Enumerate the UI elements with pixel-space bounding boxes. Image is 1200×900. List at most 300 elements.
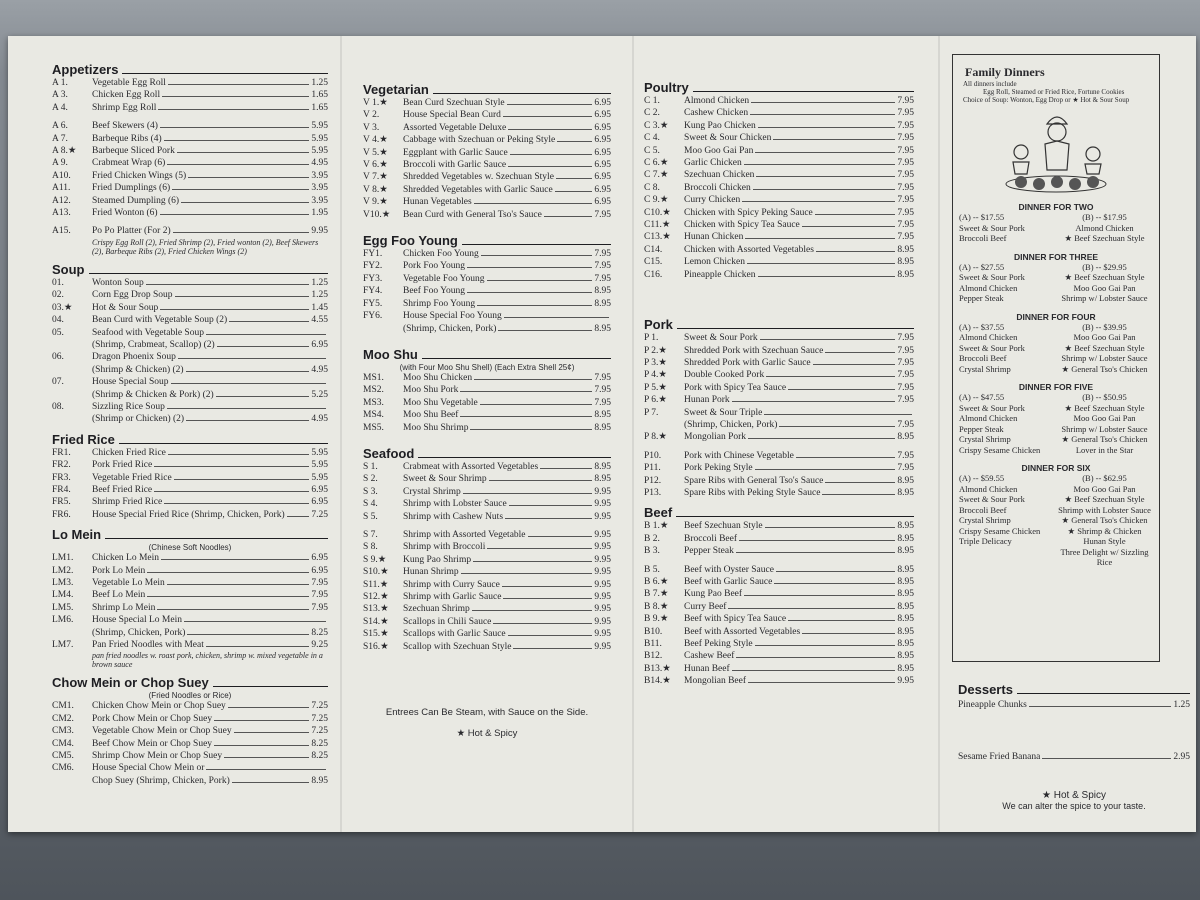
menu-item <box>644 95 914 107</box>
leader-line <box>216 396 310 397</box>
heading-rule <box>462 243 611 245</box>
section-title: Beef <box>644 505 673 521</box>
leader-line <box>736 552 896 553</box>
leader-line <box>555 191 593 192</box>
option-item: Three Delight w/ Sizzling Rice <box>1060 546 1149 567</box>
item-name: Curry Chicken <box>684 195 741 206</box>
item-code: FY2. <box>363 261 383 272</box>
section-title: Lo Mein <box>52 527 102 543</box>
item-price: 8.95 <box>897 257 914 268</box>
item-price: 8.95 <box>897 521 914 532</box>
leader-line <box>732 401 896 402</box>
menu-item <box>52 496 328 508</box>
leader-line <box>747 263 895 264</box>
item-code: S15.★ <box>363 629 389 640</box>
item-code: S10.★ <box>363 567 389 578</box>
item-code: B 6.★ <box>644 577 669 587</box>
item-code: S 4. <box>363 499 378 510</box>
leader-line <box>154 491 309 492</box>
entrees-note: Entrees Can Be Steam, with Sauce on the Side. <box>385 707 589 719</box>
option-item: Shrimp w/ Lobster Sauce <box>1061 353 1148 363</box>
option-item: ★ General Tso's Chicken <box>1061 434 1148 444</box>
menu-item <box>52 225 328 237</box>
item-name: Hunan Shrimp <box>403 567 459 578</box>
item-code: P 5.★ <box>644 382 667 393</box>
item-code: C11.★ <box>644 220 671 231</box>
leader-line <box>764 414 912 415</box>
menu-item <box>52 195 328 207</box>
item-price: 5.95 <box>311 133 328 144</box>
item-name: Garlic Chicken <box>684 158 742 169</box>
item-name: Moo Shu Pork <box>403 385 459 396</box>
item-code: CM3. <box>52 726 74 737</box>
option-item: Triple Delicacy <box>959 536 1012 546</box>
item-price: 7.95 <box>897 195 914 206</box>
menu-item <box>644 601 914 613</box>
item-price: 7.95 <box>897 357 914 368</box>
item-price: 7.95 <box>897 182 914 193</box>
menu-item <box>52 762 328 774</box>
menu-item <box>52 713 328 725</box>
dinner-option-a <box>959 262 1056 304</box>
option-item: Moo Goo Gai Pan <box>1073 332 1136 342</box>
item-price: 5.95 <box>311 121 328 132</box>
leader-line <box>164 503 309 504</box>
menu-item <box>52 589 328 601</box>
item-price: 8.95 <box>897 244 914 255</box>
menu-item <box>644 332 914 344</box>
item-code: LM7. <box>52 640 74 651</box>
leader-line <box>164 140 310 141</box>
desserts-heading <box>958 682 1190 697</box>
option-item: ★ General Tso's Chicken <box>1061 363 1148 374</box>
menu-item <box>363 486 611 498</box>
leader-line <box>825 352 895 353</box>
heading-rule <box>418 456 611 458</box>
item-name: Chicken with Spicy Peking Sauce <box>684 207 813 218</box>
menu-item <box>52 738 328 750</box>
menu-item <box>52 565 328 577</box>
menu-item <box>52 614 328 626</box>
item-name: Shrimp Foo Young <box>403 298 476 309</box>
item-price: 8.95 <box>897 533 914 544</box>
leader-line <box>177 152 310 153</box>
leader-line <box>748 682 895 683</box>
item-code: 05. <box>52 327 64 338</box>
item-code: 01. <box>52 277 64 288</box>
item-name: Shredded Vegetables w. Szechuan Style <box>403 172 554 183</box>
leader-line <box>461 573 593 574</box>
heading-rule <box>693 90 914 92</box>
item-code: FY5. <box>363 298 383 309</box>
leader-line <box>287 516 310 517</box>
leader-line <box>472 610 593 611</box>
item-name: Mongolian Beef <box>684 676 747 687</box>
leader-line <box>160 309 309 310</box>
item-code: A15. <box>52 226 71 237</box>
leader-line <box>557 141 592 142</box>
item-price: 7.95 <box>594 273 611 284</box>
item-name: House Special Foo Young <box>403 311 502 322</box>
menu-item <box>644 487 914 499</box>
heading-rule <box>105 537 328 539</box>
item-price: 8.95 <box>311 775 328 786</box>
option-price: (B) -- $29.95 <box>1082 261 1127 272</box>
item-name: Pork Peking Style <box>684 463 753 474</box>
dessert-name: Pineapple Chunks <box>958 700 1027 710</box>
menu-item <box>363 184 611 196</box>
menu-item <box>644 269 914 281</box>
item-name: Crabmeat with Assorted Vegetables <box>403 461 539 472</box>
leader-line <box>498 330 592 331</box>
item-name: Cabbage with Szechuan or Peking Style <box>403 135 556 146</box>
item-price: 7.95 <box>897 450 914 461</box>
spice-note: We can alter the spice to your taste. <box>1002 800 1146 811</box>
option-item: Almond Chicken <box>959 413 1018 423</box>
menu-item <box>363 554 611 566</box>
item-code: FR2. <box>52 460 71 471</box>
item-code: V 2. <box>363 110 380 121</box>
item-name: Fried Wonton (6) <box>92 208 158 219</box>
item-price: 9.95 <box>594 579 611 590</box>
item-code: S 5. <box>363 511 378 522</box>
menu-item <box>52 102 328 114</box>
leader-line <box>745 238 895 239</box>
leader-line <box>206 769 326 770</box>
leader-line <box>147 596 309 597</box>
item-name: Hunan Chicken <box>684 232 744 243</box>
menu-item <box>52 145 328 157</box>
leader-line <box>507 104 593 105</box>
item-code: P12. <box>644 475 662 486</box>
dinner-option-a <box>959 392 1056 455</box>
option-item: Almond Chicken <box>1075 222 1134 233</box>
leader-line <box>172 189 309 190</box>
item-price: 7.95 <box>897 232 914 243</box>
item-price: 8.25 <box>311 751 328 762</box>
item-name: Beef Skewers (4) <box>92 121 158 132</box>
item-price: 7.95 <box>311 602 328 613</box>
leader-line <box>174 479 310 480</box>
item-name-continued: (Shrimp, Crabmeat, Scallop) (2) <box>92 339 215 350</box>
item-price: 8.95 <box>897 564 914 575</box>
option-item: Sweet & Sour Pork <box>959 342 1025 353</box>
item-code: S11.★ <box>363 579 389 590</box>
menu-item <box>644 231 914 243</box>
item-price: 4.95 <box>311 158 328 169</box>
item-price: 3.95 <box>311 170 328 181</box>
item-code: S13.★ <box>363 604 389 615</box>
item-name: Shredded Pork with Szechuan Sauce <box>684 345 824 356</box>
leader-line <box>802 226 896 227</box>
item-price: 9.95 <box>594 641 611 652</box>
item-name: Beef with Spicy Tea Sauce <box>684 614 787 625</box>
item-code: S 3. <box>363 486 378 497</box>
item-price: 5.95 <box>311 472 328 483</box>
menu-item <box>644 169 914 181</box>
item-name: Beef Fried Rice <box>92 484 153 495</box>
leader-line <box>173 232 310 233</box>
item-price: 1.45 <box>311 302 328 313</box>
menu-item <box>644 462 914 474</box>
item-code: A12. <box>52 195 71 206</box>
leader-line <box>460 416 592 417</box>
menu-item <box>363 372 611 384</box>
menu-item <box>644 588 914 600</box>
item-code: B14.★ <box>644 676 671 687</box>
row-gap <box>363 434 611 440</box>
dessert-name: Sesame Fried Banana <box>958 752 1041 763</box>
menu-item <box>644 369 914 381</box>
item-code: V 6.★ <box>363 160 388 171</box>
leader-line <box>508 129 592 130</box>
option-item: ★ Beef Szechuan Style <box>1064 402 1145 413</box>
section-heading <box>52 675 328 690</box>
item-name: Moo Shu Beef <box>403 410 459 421</box>
leader-line <box>234 732 310 733</box>
item-name: Sizzling Rice Soup <box>92 401 165 412</box>
menu-item <box>363 273 611 285</box>
item-price: 8.95 <box>897 589 914 600</box>
dinner-option-b <box>1056 262 1153 304</box>
leader-line <box>528 536 593 537</box>
item-name-continued: (Shrimp & Chicken) (2) <box>92 364 184 375</box>
menu-item <box>363 591 611 603</box>
item-price: 8.95 <box>897 651 914 662</box>
item-code: B12. <box>644 651 663 662</box>
item-price: 9.95 <box>594 542 611 553</box>
option-price: (A) -- $37.55 <box>959 321 1005 332</box>
menu-item <box>644 256 914 268</box>
menu-item <box>52 302 328 314</box>
menu-item <box>363 603 611 615</box>
item-price: 8.95 <box>594 461 611 472</box>
item-name: Kung Pao Chicken <box>684 120 756 131</box>
leader-line <box>217 346 310 347</box>
menu-item-continued <box>52 389 328 401</box>
option-price: (A) -- $59.55 <box>959 473 1005 483</box>
item-code: CM6. <box>52 763 74 774</box>
heading-rule <box>122 72 328 74</box>
item-code: B 2. <box>644 533 660 544</box>
item-name: Vegetable Lo Mein <box>92 578 165 588</box>
family-dinners-title: Family Dinners <box>965 65 1045 79</box>
menu-item <box>644 194 914 206</box>
item-price: 4.95 <box>311 364 328 375</box>
heading-rule <box>119 442 328 444</box>
menu-item <box>363 529 611 541</box>
item-price: 8.95 <box>594 422 611 433</box>
item-code: P 4.★ <box>644 370 667 381</box>
item-price: 9.25 <box>311 640 328 651</box>
section-title: Fried Rice <box>52 431 115 447</box>
item-code: B13.★ <box>644 663 671 674</box>
item-price: 7.95 <box>311 590 328 601</box>
dinner-options <box>953 322 1159 375</box>
leader-line <box>816 251 895 252</box>
dessert-price: 1.25 <box>1173 700 1190 710</box>
leader-line <box>774 583 895 584</box>
item-price: 7.95 <box>594 385 611 396</box>
option-item: Moo Goo Gai Pan <box>1073 413 1136 423</box>
leader-line <box>728 608 895 609</box>
item-name: Sweet & Sour Chicken <box>684 133 772 144</box>
heading-rule <box>89 272 329 274</box>
item-price: 7.95 <box>897 345 914 356</box>
leader-line <box>214 720 309 721</box>
item-name: Pork Fried Rice <box>92 460 153 471</box>
dinner-title: DINNER FOR THREE <box>1013 251 1099 262</box>
leader-line <box>147 572 309 573</box>
option-item: Broccoli Beef <box>959 504 1007 515</box>
item-name: Pork with Chinese Vegetable <box>684 450 794 461</box>
option-item: Pepper Steak <box>959 293 1004 303</box>
item-code: A11. <box>52 183 71 194</box>
item-code: LM6. <box>52 615 74 626</box>
item-code: LM2. <box>52 565 74 576</box>
item-code: S12.★ <box>363 592 389 602</box>
leader-line <box>773 139 895 140</box>
dinner-title: DINNER FOR FOUR <box>1016 311 1096 322</box>
option-item: Crystal Shrimp <box>959 515 1011 525</box>
item-price: 6.95 <box>311 484 328 495</box>
heading-rule <box>676 515 914 517</box>
menu-item <box>363 628 611 640</box>
heading-rule <box>1017 692 1190 694</box>
item-code: 07. <box>52 377 64 388</box>
item-code: C13.★ <box>644 232 671 243</box>
menu-item <box>363 409 611 421</box>
item-name: Moo Shu Vegetable <box>403 397 478 408</box>
item-name: Chicken Fried Rice <box>92 447 166 458</box>
leader-line <box>467 267 592 268</box>
item-price: 9.95 <box>594 592 611 602</box>
item-code: B 8.★ <box>644 601 669 612</box>
menu-item <box>644 357 914 369</box>
item-name: Pork Lo Mein <box>92 565 146 576</box>
item-code: S 2. <box>363 474 378 485</box>
item-name: Beef Peking Style <box>684 639 753 650</box>
dinner-option-a <box>959 473 1056 568</box>
item-code: A 7. <box>52 133 68 144</box>
option-price: (A) -- $47.55 <box>959 392 1005 402</box>
item-price: 9.95 <box>594 499 611 510</box>
leader-line <box>228 707 310 708</box>
item-code: CM2. <box>52 713 74 724</box>
item-code: P 8.★ <box>644 432 667 443</box>
leader-line <box>467 292 592 293</box>
option-item: Almond Chicken <box>959 483 1018 494</box>
leader-line <box>753 189 896 190</box>
item-code: FR4. <box>52 484 71 495</box>
menu-item <box>644 244 914 256</box>
item-price: 8.95 <box>594 298 611 309</box>
menu-item <box>644 675 914 687</box>
item-name: Beef Szechuan Style <box>684 521 763 532</box>
item-price: 7.95 <box>897 158 914 169</box>
item-name: Shrimp with Curry Sauce <box>403 579 500 590</box>
intro-line: Egg Roll, Steamed or Fried Rice, Fortune Cookies <box>983 88 1125 96</box>
leader-line <box>513 648 592 649</box>
item-price: 6.95 <box>311 497 328 508</box>
item-code: S16.★ <box>363 641 389 652</box>
leader-line <box>748 438 895 439</box>
item-code: P 2.★ <box>644 345 667 356</box>
section-title: Soup <box>52 261 85 277</box>
item-code: A 6. <box>52 121 68 132</box>
item-price: 7.95 <box>897 395 914 406</box>
menu-item <box>363 397 611 409</box>
menu-item <box>644 533 914 545</box>
item-code: LM4. <box>52 590 74 601</box>
menu-item <box>644 545 914 557</box>
menu-item <box>363 171 611 183</box>
leader-line <box>755 469 896 470</box>
leader-line <box>158 109 309 110</box>
item-code: C 7.★ <box>644 170 669 181</box>
item-name: Szechuan Chicken <box>684 170 755 181</box>
leader-line <box>509 505 593 506</box>
leader-line <box>160 127 309 128</box>
item-name: Crystal Shrimp <box>403 486 461 497</box>
menu-item <box>644 576 914 588</box>
item-code: A 3. <box>52 90 68 101</box>
menu-item <box>363 196 611 208</box>
item-name: Seafood with Vegetable Soup <box>92 327 204 338</box>
menu-item <box>644 345 914 357</box>
menu-item <box>644 182 914 194</box>
item-price: 9.95 <box>594 604 611 615</box>
menu-item <box>363 209 611 221</box>
section-heading <box>644 505 914 520</box>
item-price: 8.95 <box>897 626 914 637</box>
section-heading <box>644 80 914 95</box>
section-title: Poultry <box>644 80 689 95</box>
item-name: Shrimp with Garlic Sauce <box>403 592 502 602</box>
item-name: Scallops with Garlic Sauce <box>403 629 506 640</box>
item-price: 9.95 <box>594 554 611 565</box>
panel-center-left <box>363 76 611 832</box>
menu-item <box>644 207 914 219</box>
option-item: Sweet & Sour Pork <box>959 222 1025 233</box>
menu-item <box>644 120 914 132</box>
leader-line <box>473 561 592 562</box>
menu-item <box>363 541 611 553</box>
leader-line <box>181 202 309 203</box>
menu-item <box>363 579 611 591</box>
item-code: V 8.★ <box>363 184 388 195</box>
leader-line <box>167 584 310 585</box>
item-code: P 1. <box>644 333 659 344</box>
menu-item <box>363 147 611 159</box>
item-price: 6.95 <box>311 553 328 564</box>
item-price: 6.95 <box>594 184 611 195</box>
item-price: 7.95 <box>897 220 914 231</box>
menu-item <box>52 157 328 169</box>
item-name: Bean Curd with General Tso's Sauce <box>403 209 542 220</box>
item-name: Sweet & Sour Shrimp <box>403 474 487 485</box>
leader-line <box>508 635 593 636</box>
heading-rule <box>677 327 914 329</box>
item-code: S 9.★ <box>363 554 387 565</box>
menu-item <box>644 450 914 462</box>
item-price: 7.25 <box>311 726 328 737</box>
item-code: A 4. <box>52 102 68 113</box>
item-price: 8.95 <box>897 614 914 625</box>
menu-item-continued <box>52 339 328 351</box>
item-price: 8.95 <box>594 286 611 297</box>
option-item: Almond Chicken <box>959 332 1018 342</box>
